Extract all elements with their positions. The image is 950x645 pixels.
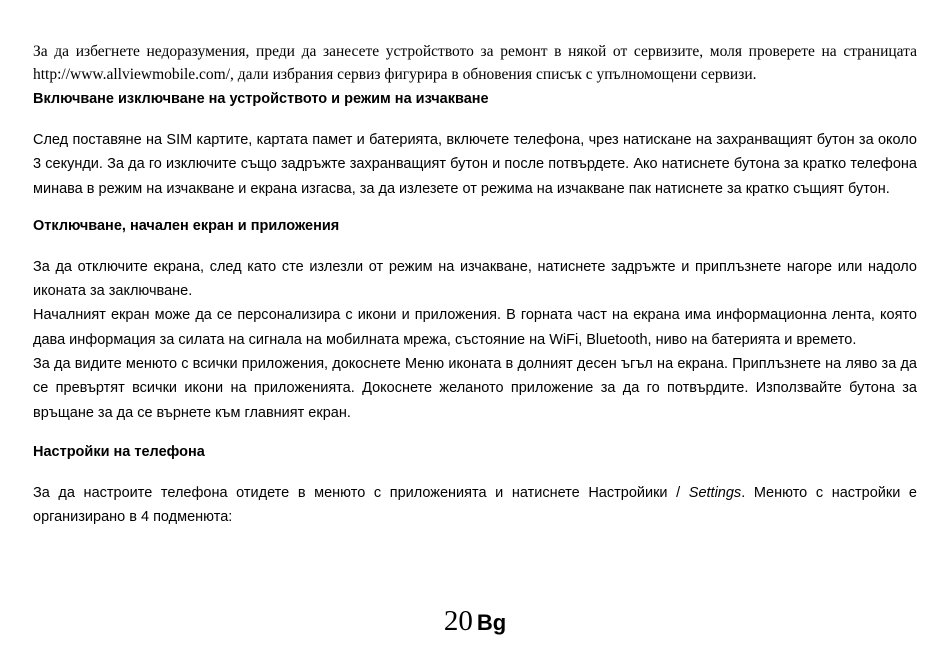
home-screen-paragraph: Началният екран може да се персонализира с икони и приложения. В горната част на екрана има информационна лента, която дава информация за силата на сигнала на мобилната мрежа, състояние на WiFi, Bluetooth, ниво на батерията и времето. xyxy=(33,307,917,348)
unlock-section-heading: Отключване, начален екран и приложения xyxy=(33,217,340,234)
language-code: Bg xyxy=(476,610,507,635)
settings-section-heading: Настройки на телефона xyxy=(33,443,205,460)
intro-paragraph: За да избегнете недоразумения, преди да занесете устройството за ремонт в някой от сервизите, моля проверете на страницата http://www.allviewmobile.com/, дали избрания сервиз фигурира в обновения списък с упълномощени сервизи. xyxy=(33,43,917,83)
settings-paragraph-start: За да настроите телефона отидете в менюто с приложенията и натиснете Настройики / xyxy=(33,484,689,501)
settings-paragraph-end: . Менюто с настройки е организирано в 4 подменюта: xyxy=(33,484,917,526)
settings-section-paragraph xyxy=(33,481,917,530)
apps-menu-paragraph: За да видите менюто с всички приложения, докоснете Меню иконата в долният десен ъгъл на екрана. Приплъзнете на ляво за да се превъртят всички икони на приложенията. Докоснете желаното приложение за да го потвърдите. Използвайте бутона за връщане за да се върнете към главният екран. xyxy=(33,356,917,421)
power-section-heading: Включване изключване на устройството и режим на изчакване xyxy=(33,91,489,107)
unlock-section-body xyxy=(33,255,917,425)
page-number: 20 xyxy=(443,605,473,637)
unlock-paragraph: За да отключите екрана, след като сте излезли от режим на изчакване, натиснете задръжте и приплъзнете нагоре или надоло иконата за заключване. xyxy=(33,258,917,300)
manual-page xyxy=(33,40,917,530)
settings-italic-term: Settings xyxy=(688,484,742,501)
power-section-paragraph: След поставяне на SIM картите, картата памет и батерията, включете телефона, чрез натискане на захранващият бутон за около 3 секунди. За да го изключите също задръжте захранващият бутон и после потвърдете. Ако натиснете бутона за кратко телефона минава в режим на изчакване и екрана изгасва, за да излезете от режима на изчакване пак натиснете за кратко същият бутон. xyxy=(33,132,917,197)
page-footer xyxy=(0,603,950,643)
